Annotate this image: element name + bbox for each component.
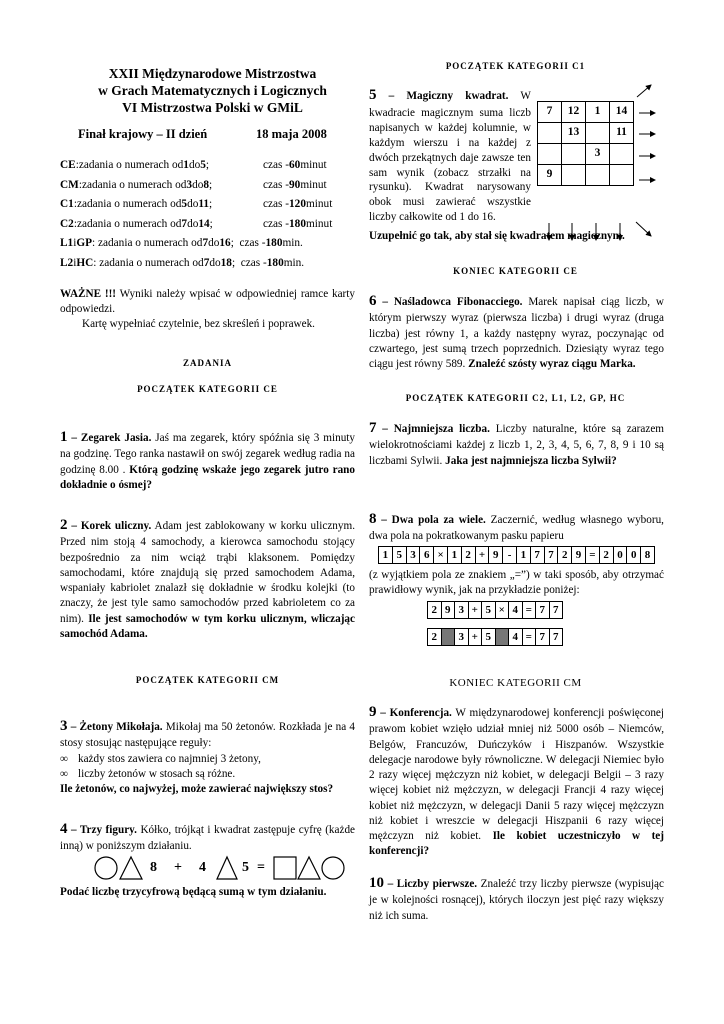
cell-2-2: 13 [562,123,586,144]
zadania-heading: ZADANIA [182,358,232,368]
problem-5: 5 – Magiczny kwadrat. W kwadracie magicznym suma liczb napisanych w każdej kolumnie, w każdym wierszu i na każdej z dwóch przekątnych daje zawsze ten sam wynik (zobacz strzałki na rysunku). Kwadrat narysowany obok musi zawierać wszystkie liczby całkowite od 1 do 16. [369,87,531,224]
cell-3-4 [610,144,634,165]
problem-5-number: 5 [369,87,377,103]
problem-2: 2 – Korek uliczny. Adam jest zablokowany w korku ulicznym. Przed nim stoją 4 samochody, a kierowca samochodu stojący bezpośrednio za nim wciąż trąbi klaksonem. Pomiędzy samochodami, które znajdują się przed samochodem Adama, wspaniały kabriolet znalazł się dokładnie w środku kolejki (to znaczy, że jest tyle samo samochodów przed kabrioletem co za nim). Ile jest samochodów w tym korku ulicznym, wliczając samochód Adama. [60,517,355,640]
problem-8-number: 8 [369,511,377,527]
ex1-cell: + [468,601,483,619]
shape-equation-figures [94,854,354,882]
end-cm-heading: KONIEC KATEGORII CM [449,677,582,689]
strip-cell: 1 [516,546,531,564]
schedule-row-ce: CE:zadania o numerach od1do5; czas -60minut [60,159,327,171]
cell-1-1: 7 [538,102,562,123]
rule-2: ∞ liczby żetonów w stosach są różne. [60,767,236,780]
title-line3: VI Mistrzostwa Polski w GMiL [122,100,303,115]
ex1-cell: × [495,601,510,619]
strip-cell: 2 [557,546,572,564]
magic-square [537,101,634,186]
problem-10-number: 10 [369,875,384,891]
schedule-row-cm: CM:zadania o numerach od3do8; czas -90minut [60,178,327,191]
start-c1-heading: POCZĄTEK KATEGORII C1 [445,61,586,71]
problem-1-number: 1 [60,429,68,445]
circle-shape [95,857,117,879]
cell-4-3 [586,165,610,186]
problem-9-question: Ile kobiet uczestniczyło w tej konferencji? [369,830,664,858]
title-line1: XXII Międzynarodowe Mistrzostwa [108,66,317,81]
ex1-cell: = [522,601,537,619]
strip-cell: + [475,546,490,564]
diag-arrow-bottom [636,222,651,236]
cell-2-4: 11 [610,123,634,144]
ex2-cell: 2 [427,628,442,646]
ex2-cell: 4 [508,628,523,646]
cell-4-2 [562,165,586,186]
strip-cell: 9 [571,546,586,564]
eq-digit-8: 8 [150,860,157,875]
cell-4-1: 9 [538,165,562,186]
problem-7-question: Jaka jest najmniejsza liczba Sylwii? [445,454,617,467]
square-shape [274,857,296,879]
schedule-row-l1: L1iGP: zadania o numerach od7do16; czas -180min. [60,237,303,249]
problem-2-number: 2 [60,517,68,533]
ex2-cell: 3 [454,628,469,646]
strip-cell: 5 [392,546,407,564]
ex1-cell: 5 [481,601,496,619]
strip-cell: 7 [544,546,559,564]
cell-3-2 [562,144,586,165]
schedule-row-c1: C1:zadania o numerach od5do11; czas -120minut [60,198,333,210]
strip-cell: × [433,546,448,564]
schedule [60,156,370,273]
cell-4-4 [610,165,634,186]
problem-4-question: Podać liczbę trzycyfrową będącą sumą w tym działaniu. [60,886,327,898]
strip-cell: 0 [613,546,628,564]
problem-7: 7 – Najmniejsza liczba. Liczby naturalne, które są zarazem wielokrotnościami każdej z liczb 1, 2, 3, 4, 5, 6, 7, 8, 9 i 10 są liczbami Sylwii. Jaka jest najmniejsza liczba Sylwii? [369,420,664,467]
triangle-shape-2 [217,857,237,879]
strip-cell: 6 [419,546,434,564]
ex2-cell: + [468,628,483,646]
cell-1-4: 14 [610,102,634,123]
start-ce-heading: POCZĄTEK KATEGORII CE [137,384,278,394]
important-note: WAŻNE !!! Wyniki należy wpisać w odpowiedniej ramce karty odpowiedzi. Kartę wypełniać czytelnie, bez skreśleń i poprawek. [60,287,355,333]
problem-6: 6 – Naśladowca Fibonacciego. Marek napisał ciąg liczb, w którym pierwszy wyraz (pierwsza liczba) i drugi wyraz (druga liczba) jest równy 1, a każdy następny wyraz, poczynając od czwartego, jest sumą trzech poprzednich. Dziesiąty wyraz tego ciągu jest równy 589. Znaleźć szósty wyraz ciągu Marka. [369,293,665,371]
ex1-cell: 4 [508,601,523,619]
problem-1-question: Którą godzinę wskaże jego zegarek jutro rano dokładnie o ósmej? [60,463,355,491]
problem-4-number: 4 [60,821,68,837]
schedule-row-l2: L2iHC: zadania o numerach od7do18; czas -180min. [60,256,305,269]
example-strip-1 [427,601,562,619]
ex1-cell: 7 [535,601,550,619]
problem-3: 3 – Żetony Mikołaja. Mikołaj ma 50 żetonów. Rozkłada je na 4 stosy stosując następujące reguły: ∞ każdy stos zawiera co najmniej 3 żetony, ∞ liczby żetonów w stosach są różne. Ile żetonów, co najwyżej, może zawierać największy stos? [60,718,355,796]
problem-4: 4 – Trzy figury. Kółko, trójkąt i kwadrat zastępuje cyfrę (każde inną) w poniższym działaniu. [60,821,356,853]
problem-3-question: Ile żetonów, co najwyżej, może zawierać największy stos? [60,783,334,796]
schedule-row-c2: C2:zadania o numerach od7do14; czas -180minut [60,217,333,230]
problem-8: 8 – Dwa pola za wiele. Zaczernić, według własnego wyboru, dwa pola na pokratkowanym pasku papieru [369,511,664,543]
triangle-shape-3 [298,857,320,879]
eq-plus: + [174,860,182,875]
eq-digit-5: 5 [242,860,249,875]
ex1-cell: 3 [454,601,469,619]
diag-arrow-top [637,85,651,97]
eq-equals: = [257,860,265,875]
cell-1-3: 1 [586,102,610,123]
strip-cell: 2 [599,546,614,564]
problem-8-text2: (z wyjątkiem pola ze znakiem „=”) w taki sposób, aby otrzymać prawidłowy wynik, jak na przykładzie poniżej: [369,569,664,597]
final-line [78,126,207,143]
strip-cell: 7 [530,546,545,564]
circle-shape-2 [322,857,344,879]
ex2-cell [495,628,510,646]
title-block [60,65,365,116]
problem-6-number: 6 [369,293,377,309]
ex2-cell: 5 [481,628,496,646]
problem-3-number: 3 [60,718,68,734]
cell-3-1 [538,144,562,165]
ex2-cell: 7 [549,628,564,646]
ex1-cell: 7 [549,601,564,619]
number-strip [378,546,654,564]
ex2-cell [441,628,456,646]
strip-cell: 3 [406,546,421,564]
ex1-cell: 9 [441,601,456,619]
final-label: Finał krajowy – II dzień [78,127,208,141]
important-text2: Kartę wypełniać czytelnie, bez skreśleń i poprawek. [82,318,315,331]
problem-7-number: 7 [369,420,377,436]
strip-cell: = [585,546,600,564]
strip-cell: 2 [461,546,476,564]
problem-6-question: Znaleźć szósty wyraz ciągu Marka. [468,358,636,371]
rule-1: ∞ każdy stos zawiera co najmniej 3 żetony, [60,752,261,765]
strip-cell: - [502,546,517,564]
problem-9: 9 – Konferencja. W międzynarodowej konferencji poświęconej prawom kobiet wzięło udział mniej niż 5000 osób – Niemców, Belgów, Francuzów, Duńczyków i Hiszpanów. Wszystkie delegacje narodowe były równoliczne. W delegacji Niemiec było 2 razy więcej mężczyzn niż kobiet, w delegacji Belgii – 3 razy więcej kobiet niż mężczyzn, w delegacji Francji 4 razy więcej kobiet niż mężczyzn, w delegacji Danii 5 razy więcej mężczyzn niż kobiet i wreszcie w delegacji Hiszpanii 6 razy więcej mężczyzn niż kobiet. Ile kobiet uczestniczyło w tej konferencji? [369,704,664,858]
strip-cell: 8 [640,546,655,564]
title-line2: w Grach Matematycznych i Logicznych [98,83,327,98]
ex2-cell: = [522,628,537,646]
cell-3-3: 3 [586,144,610,165]
problem-5-question: Uzupełnić go tak, aby stał się kwadratem magicznym. [369,230,625,242]
end-ce-heading: KONIEC KATEGORII CE [453,266,578,276]
strip-cell: 1 [447,546,462,564]
problem-1: 1 – Zegarek Jasia. Jaś ma zegarek, który spóźnia się 3 minuty na godzinę. Tego ranka nastawił on swój zegarek według radia na godzinę 8.00 . Którą godzinę wskaże jego zegarek jutro rano dokładnie o ósmej? [60,429,355,491]
ex1-cell: 2 [427,601,442,619]
magic-square-figure [537,83,667,243]
cell-2-1 [538,123,562,144]
strip-cell: 1 [378,546,393,564]
problem-2-question: Ile jest samochodów w tym korku ulicznym, wliczając samochód Adama. [60,612,355,640]
shape-equation [94,854,354,882]
strip-cell: 9 [488,546,503,564]
cell-2-3 [586,123,610,144]
eq-digit-4: 4 [199,860,206,875]
problem-10: 10 – Liczby pierwsze. Znaleźć trzy liczby pierwsze (wypisując je w kolejności rosnącej), których iloczyn jest pięć razy większy niż ich suma. [369,875,664,922]
cell-1-2: 12 [562,102,586,123]
problem-9-number: 9 [369,704,377,720]
triangle-shape [120,857,142,879]
important-label: WAŻNE !!! [60,288,117,300]
strip-cell: 0 [626,546,641,564]
start-cm-heading: POCZĄTEK KATEGORII CM [135,675,280,685]
example-strip-2 [427,628,562,646]
ex2-cell: 7 [535,628,550,646]
start-c2-heading: POCZĄTEK KATEGORII C2, L1, L2, GP, HC [405,393,626,403]
date: 18 maja 2008 [256,127,327,141]
